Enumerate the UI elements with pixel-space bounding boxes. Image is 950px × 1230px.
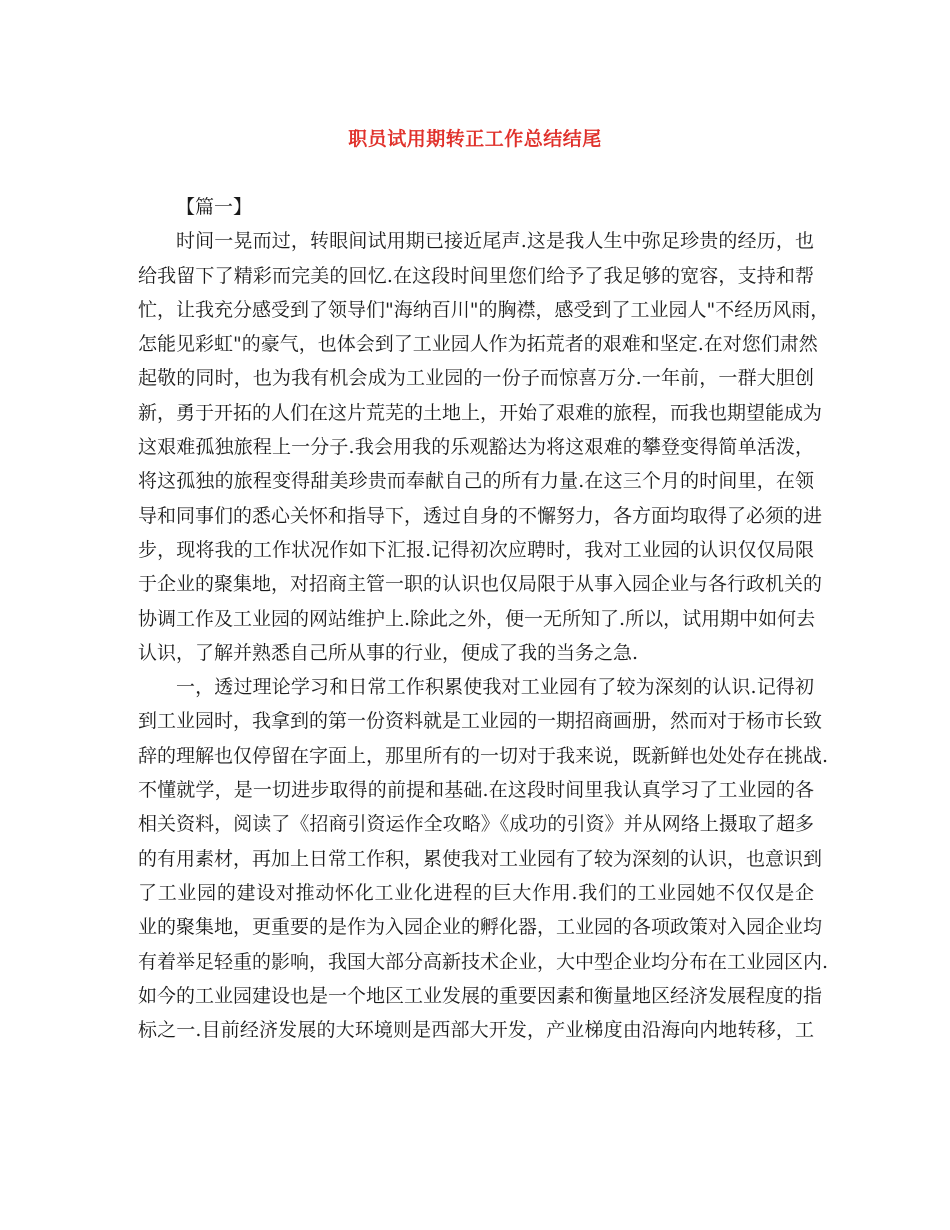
paragraph-line: 起敬的同时，也为我有机会成为工业园的一份子而惊喜万分.一年前，一群大胆创 bbox=[138, 367, 814, 390]
paragraph-line: 一，透过理论学习和日常工作积累使我对工业园有了较为深刻的认识.记得初 bbox=[176, 676, 814, 699]
paragraph-line: 有着举足轻重的影响，我国大部分高新技术企业，大中型企业均分布在工业园区内. bbox=[138, 950, 829, 973]
paragraph-line: 时间一晃而过，转眼间试用期已接近尾声.这是我人生中弥足珍贵的经历，也 bbox=[176, 230, 814, 253]
section-heading: 【篇一】 bbox=[176, 196, 253, 218]
document-body bbox=[138, 190, 830, 1047]
paragraph-line: 于企业的聚集地，对招商主管一职的认识也仅局限于从事入园企业与各行政机关的 bbox=[138, 573, 823, 596]
paragraph-line: 不懂就学，是一切进步取得的前提和基础.在这段时间里我认真学习了工业园的各 bbox=[138, 779, 814, 802]
paragraph-line: 的有用素材，再加上日常工作积，累使我对工业园有了较为深刻的认识，也意识到 bbox=[138, 847, 823, 870]
paragraph-line: 将这孤独的旅程变得甜美珍贵而奉献自己的所有力量.在这三个月的时间里，在领 bbox=[138, 470, 814, 493]
paragraph-line: 了工业园的建设对推动怀化工业化进程的巨大作用.我们的工业园她不仅仅是企 bbox=[138, 881, 814, 904]
document-title: 职员试用期转正工作总结结尾 bbox=[348, 128, 602, 150]
paragraph-line: 新，勇于开拓的人们在这片荒芜的土地上，开始了艰难的旅程，而我也期望能成为 bbox=[138, 401, 823, 424]
paragraph-line: 怎能见彩虹"的豪气，也体会到了工业园人作为拓荒者的艰难和坚定.在对您们肃然 bbox=[138, 333, 818, 356]
paragraph-line: 辞的理解也仅停留在字面上，那里所有的一切对于我来说，既新鲜也处处存在挑战. bbox=[138, 744, 829, 767]
paragraph-line: 协调工作及工业园的网站维护上.除此之外，便一无所知了.所以，试用期中如何去 bbox=[138, 607, 816, 630]
paragraph-line: 标之一.目前经济发展的大环境则是西部大开发，产业梯度由沿海向内地转移，工 bbox=[138, 1019, 814, 1042]
paragraph-line: 业的聚集地，更重要的是作为入园企业的孵化器，工业园的各项政策对入园企业均 bbox=[138, 916, 823, 939]
paragraph-line: 相关资料，阅读了《招商引资运作全攻略》《成功的引资》并从网络上摄取了超多 bbox=[138, 813, 814, 836]
paragraph-line: 导和同事们的悉心关怀和指导下，透过自身的不懈努力，各方面均取得了必须的进 bbox=[138, 504, 823, 527]
paragraph-line: 认识，了解并熟悉自己所从事的行业，便成了我的当务之急. bbox=[138, 641, 639, 664]
paragraph-line: 给我留下了精彩而完美的回忆.在这段时间里您们给予了我足够的宽容，支持和帮 bbox=[138, 264, 814, 287]
paragraph-line: 忙，让我充分感受到了领导们"海纳百川"的胸襟，感受到了工业园人"不经历风雨， bbox=[138, 298, 830, 321]
paragraph-line: 步，现将我的工作状况作如下汇报.记得初次应聘时，我对工业园的认识仅仅局限 bbox=[138, 538, 814, 561]
paragraph-line: 到工业园时，我拿到的第一份资料就是工业园的一期招商画册，然而对于杨市长致 bbox=[138, 710, 823, 733]
paragraph-line: 如今的工业园建设也是一个地区工业发展的重要因素和衡量地区经济发展程度的指 bbox=[138, 984, 823, 1007]
paragraph-line: 这艰难孤独旅程上一分子.我会用我的乐观豁达为将这艰难的攀登变得简单活泼， bbox=[138, 436, 814, 459]
